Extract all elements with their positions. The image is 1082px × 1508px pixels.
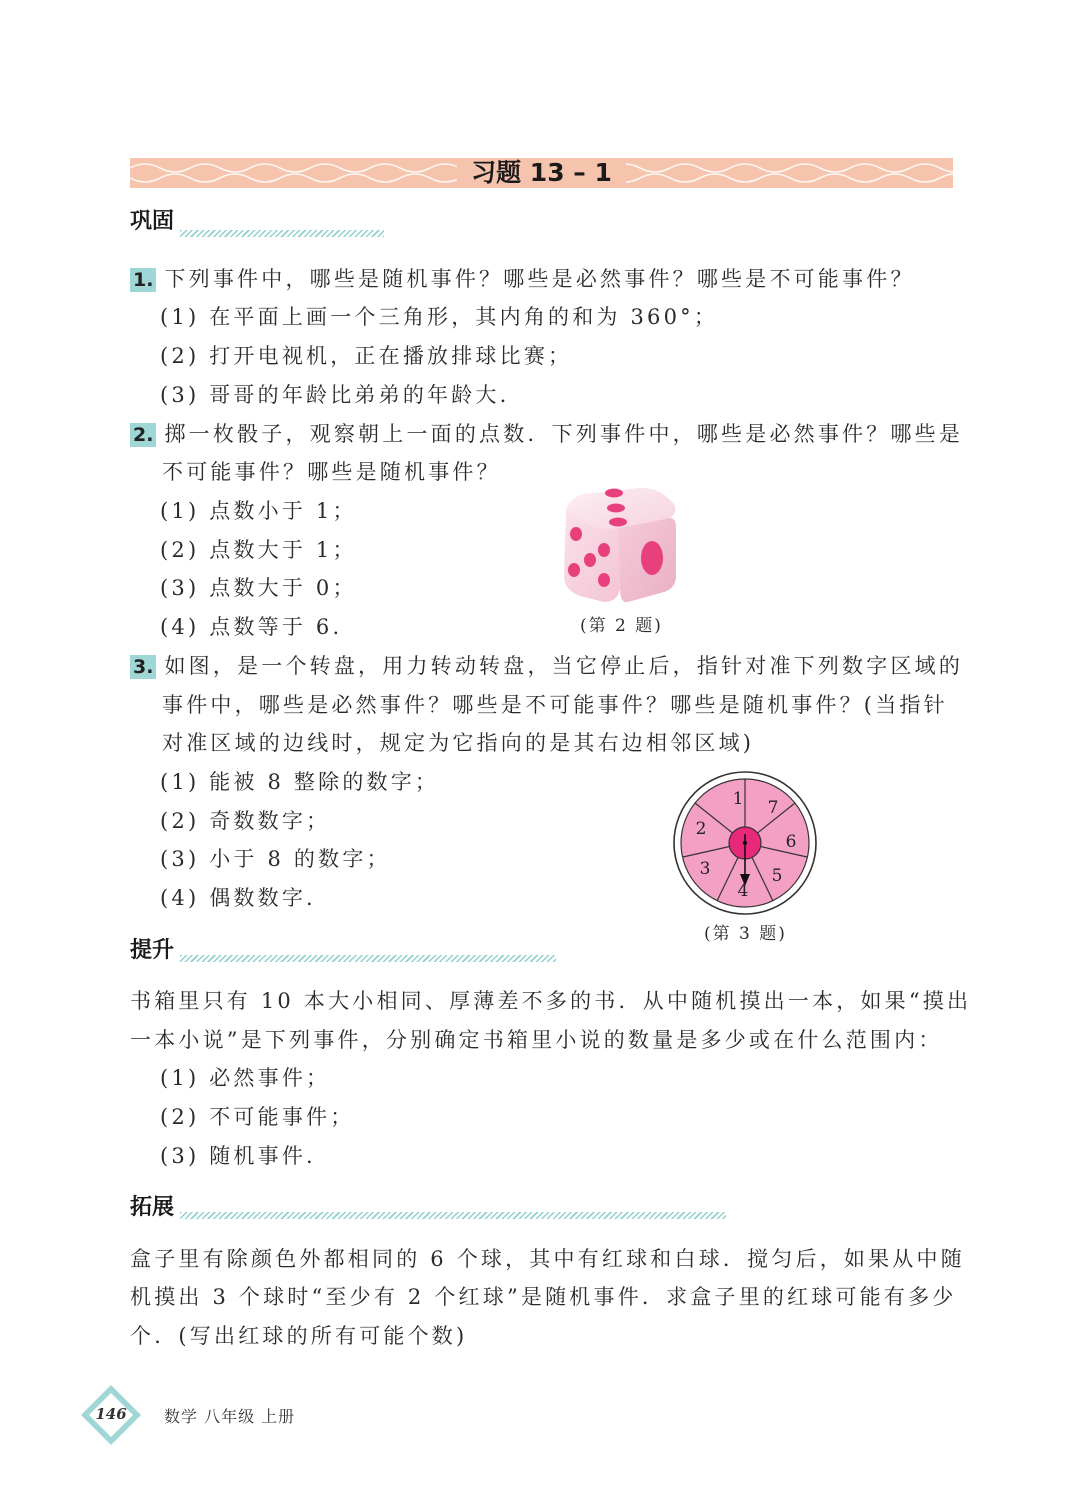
- q3-stem-line-2: 事件中，哪些是必然事件？哪些是不可能事件？哪些是随机事件？(当指针: [162, 693, 948, 717]
- improve-line-2: 一本小说”是下列事件，分别确定书箱里小说的数量是多少或在什么范围内：: [130, 1028, 943, 1052]
- page-number-badge: [80, 1384, 142, 1446]
- spinner-number-2: 2: [695, 819, 707, 839]
- spinner-number-6: 6: [785, 832, 797, 852]
- q3-stem-1: 如图，是一个转盘，用力转动转盘，当它停止后，指针对准下列数字区域的: [164, 654, 964, 678]
- q1-item-3: (3) 哥哥的年龄比弟弟的年龄大.: [160, 383, 510, 407]
- dice-image: [558, 484, 680, 606]
- q2-stem-line-2: 不可能事件？哪些是随机事件？: [162, 460, 501, 484]
- title-banner: [130, 158, 953, 188]
- q3-caption: (第 3 题): [704, 924, 787, 944]
- improve-item-1: (1) 必然事件；: [160, 1066, 331, 1090]
- section-underline: [180, 1212, 726, 1219]
- extend-line-2: 机摸出 3 个球时“至少有 2 个红球”是随机事件．求盒子里的红球可能有多少: [130, 1285, 957, 1309]
- spinner-number-3: 3: [699, 859, 711, 879]
- q2-stem-line-1: [130, 419, 963, 449]
- q3-item-3: (3) 小于 8 的数字；: [160, 847, 391, 871]
- improve-item-3: (3) 随机事件.: [160, 1144, 316, 1168]
- page-title: [130, 158, 953, 188]
- extend-line-1: 盒子里有除颜色外都相同的 6 个球，其中有红球和白球．搅匀后，如果从中随: [130, 1247, 965, 1271]
- section-heading-improve: 提升: [130, 938, 175, 963]
- spinner-number-4: 4: [737, 881, 749, 901]
- q1-item-1: (1) 在平面上画一个三角形，其内角的和为 360°；: [160, 305, 719, 329]
- improve-item-2: (2) 不可能事件；: [160, 1105, 355, 1129]
- spinner-number-5: 5: [771, 866, 783, 886]
- spinner-number-7: 7: [767, 798, 779, 818]
- spinner-number-1: 1: [732, 789, 744, 809]
- spinner-image: [672, 770, 818, 916]
- q2-item-4: (4) 点数等于 6.: [160, 615, 343, 639]
- q3-stem-line-1: [130, 651, 963, 681]
- q1-item-2: (2) 打开电视机，正在播放排球比赛；: [160, 344, 573, 368]
- q2-stem-1: 掷一枚骰子，观察朝上一面的点数．下列事件中，哪些是必然事件？哪些是: [164, 422, 964, 446]
- q3-item-2: (2) 奇数数字；: [160, 809, 331, 833]
- q2-number: 2.: [130, 423, 156, 447]
- q2-item-2: (2) 点数大于 1；: [160, 538, 357, 562]
- q2-item-1: (1) 点数小于 1；: [160, 499, 357, 523]
- page-title-text: 习题 13 – 1: [457, 158, 626, 187]
- section-underline: [180, 230, 384, 237]
- q3-number: 3.: [130, 655, 156, 679]
- extend-line-3: 个．(写出红球的所有可能个数): [130, 1324, 468, 1348]
- section-heading-extend: 拓展: [130, 1195, 175, 1220]
- section-underline: [180, 955, 556, 962]
- improve-line-1: 书箱里只有 10 本大小相同、厚薄差不多的书．从中随机摸出一本，如果“摸出: [130, 989, 972, 1013]
- q3-item-4: (4) 偶数数字.: [160, 886, 316, 910]
- section-heading-consolidate: 巩固: [130, 209, 175, 234]
- q1-stem: 下列事件中，哪些是随机事件？哪些是必然事件？哪些是不可能事件？: [164, 267, 915, 291]
- q1-stem-line: [130, 264, 915, 294]
- q2-item-3: (3) 点数大于 0；: [160, 576, 357, 600]
- q2-caption: (第 2 题): [580, 616, 663, 636]
- q3-item-1: (1) 能被 8 整除的数字；: [160, 770, 440, 794]
- page-number: 146: [95, 1405, 127, 1423]
- footer-book-title: 数学 八年级 上册: [164, 1407, 296, 1426]
- q3-stem-line-3: 对准区域的边线时，规定为它指向的是其右边相邻区域): [162, 731, 755, 755]
- q1-number: 1.: [130, 268, 156, 292]
